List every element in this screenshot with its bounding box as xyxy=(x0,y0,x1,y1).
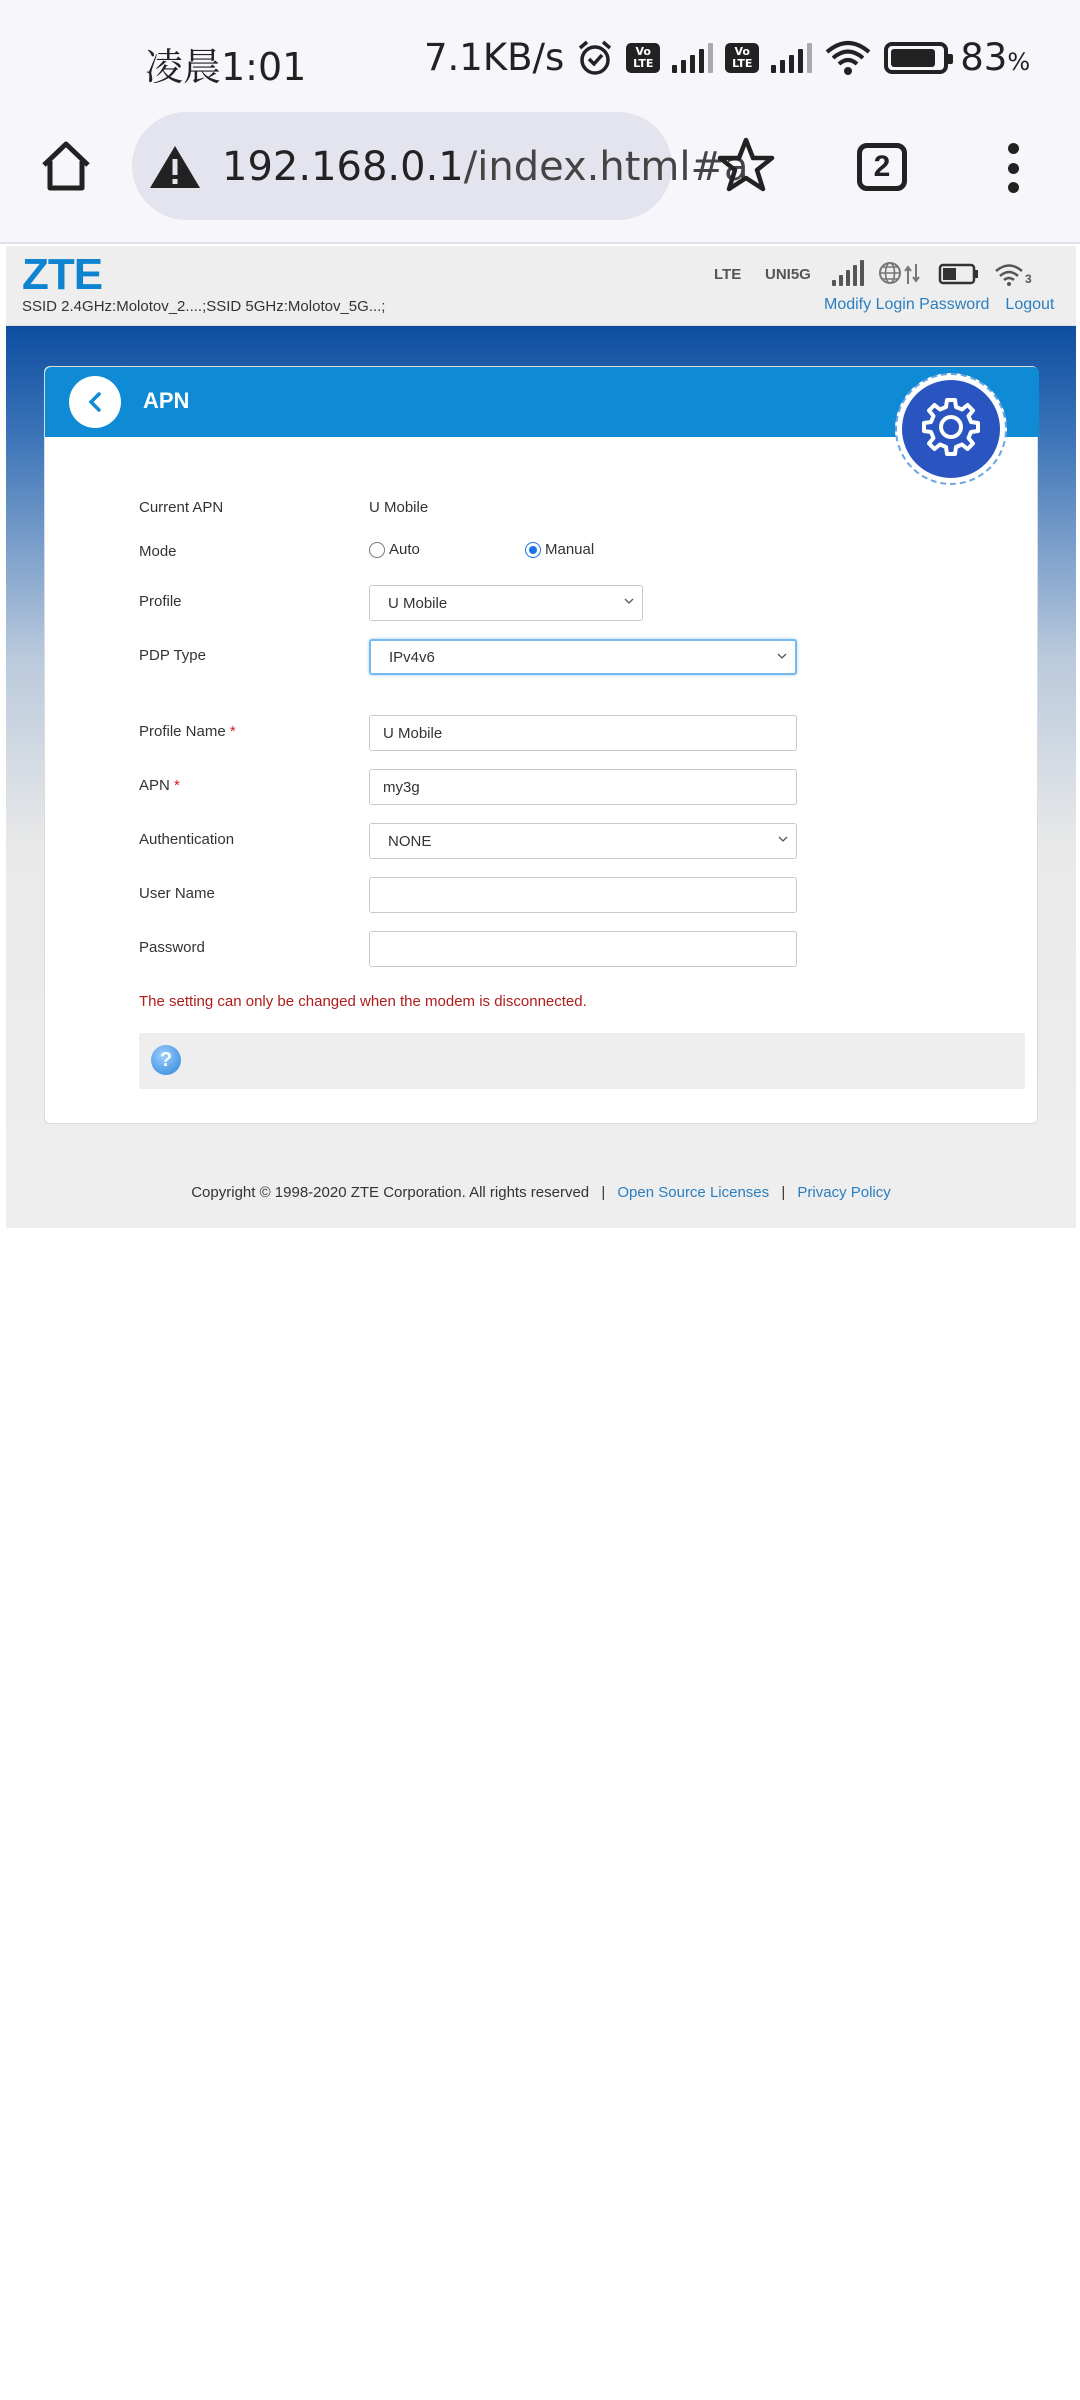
signal-strength-icon xyxy=(832,260,864,286)
wifi-icon xyxy=(824,40,872,76)
pdp-type-label: PDP Type xyxy=(139,647,206,664)
privacy-policy-link[interactable]: Privacy Policy xyxy=(797,1184,891,1201)
chevron-down-icon xyxy=(624,596,634,606)
mode-auto-radio[interactable] xyxy=(369,541,420,558)
volte-icon: Vo LTE xyxy=(626,43,660,73)
warning-icon[interactable] xyxy=(148,144,202,190)
footer-separator: | xyxy=(781,1184,786,1201)
current-apn-row xyxy=(139,491,1039,531)
header-links xyxy=(824,296,1054,314)
required-marker: * xyxy=(174,777,180,794)
apn-input-value: my3g xyxy=(383,779,420,796)
profile-name-row xyxy=(139,715,1039,755)
page-header xyxy=(6,246,1076,326)
authentication-select-value: NONE xyxy=(388,833,432,850)
disconnect-warning: The setting can only be changed when the modem is disconnected. xyxy=(139,993,587,1010)
profile-select[interactable] xyxy=(369,585,643,621)
internet-connection-icon xyxy=(878,260,924,286)
bookmark-star-icon[interactable] xyxy=(716,135,776,195)
battery-icon xyxy=(884,42,948,74)
header-status-icons xyxy=(832,260,1032,286)
chevron-down-icon xyxy=(778,834,788,844)
password-input[interactable] xyxy=(369,931,797,967)
user-name-label: User Name xyxy=(139,885,215,902)
battery-status-icon xyxy=(938,262,980,286)
help-icon[interactable]: ? xyxy=(151,1045,181,1075)
radio-circle-selected[interactable] xyxy=(525,542,541,558)
profile-name-label: Profile Name * xyxy=(139,723,236,740)
cell-signal-icon xyxy=(672,43,713,73)
tab-switcher-button[interactable]: 2 xyxy=(857,143,907,191)
user-name-input[interactable] xyxy=(369,877,797,913)
wifi-icon xyxy=(994,262,1024,286)
wifi-client-count: 3 xyxy=(1025,272,1032,286)
mode-manual-radio[interactable] xyxy=(525,541,594,558)
apn-card xyxy=(44,366,1038,1124)
ssid-info: SSID 2.4GHz:Molotov_2....;SSID 5GHz:Molotov_5G...; xyxy=(22,298,386,315)
apn-row xyxy=(139,769,1039,809)
profile-label: Profile xyxy=(139,593,182,610)
current-apn-label: Current APN xyxy=(139,499,224,516)
overflow-menu-icon[interactable] xyxy=(1006,143,1020,193)
operator-name: UNI5G xyxy=(765,266,811,283)
chevron-down-icon xyxy=(777,651,787,661)
status-bar xyxy=(0,0,1080,110)
status-indicators xyxy=(424,36,1030,79)
settings-badge xyxy=(895,373,1007,485)
back-button[interactable] xyxy=(69,376,121,428)
battery-level: 83% xyxy=(960,36,1031,79)
mode-manual-label: Manual xyxy=(545,541,595,558)
profile-name-input[interactable] xyxy=(369,715,797,751)
required-marker: * xyxy=(229,723,236,740)
authentication-select[interactable] xyxy=(369,823,797,859)
card-header xyxy=(45,367,1039,437)
pdp-type-select[interactable] xyxy=(369,639,797,675)
url-text[interactable]: 192.168.0.1/index.html#a xyxy=(222,144,749,190)
profile-name-input-value: U Mobile xyxy=(383,725,443,742)
open-source-licenses-link[interactable]: Open Source Licenses xyxy=(617,1184,770,1201)
authentication-row xyxy=(139,823,1039,863)
browser-toolbar xyxy=(0,110,1080,244)
password-row xyxy=(139,931,1039,971)
modify-login-password-link[interactable]: Modify Login Password xyxy=(824,296,990,313)
status-time: 凌晨1:01 xyxy=(145,45,307,89)
wifi-status xyxy=(994,262,1032,286)
password-label: Password xyxy=(139,939,205,956)
gear-icon xyxy=(916,394,986,464)
footer-separator: | xyxy=(601,1184,606,1201)
help-bar xyxy=(139,1033,1025,1089)
logout-link[interactable]: Logout xyxy=(1005,296,1055,313)
mode-label: Mode xyxy=(139,543,177,560)
network-type: LTE xyxy=(714,266,742,283)
zte-logo: ZTE xyxy=(22,250,103,299)
pdp-type-select-value: IPv4v6 xyxy=(389,649,435,666)
mode-auto-label: Auto xyxy=(389,541,420,558)
authentication-label: Authentication xyxy=(139,831,235,848)
pdp-type-row xyxy=(139,639,1039,679)
apn-input[interactable] xyxy=(369,769,797,805)
profile-select-value: U Mobile xyxy=(388,595,448,612)
home-icon[interactable] xyxy=(38,138,94,194)
mode-row xyxy=(139,535,1039,575)
volte-icon-2: Vo LTE xyxy=(725,43,759,73)
page-footer xyxy=(6,1184,1076,1201)
address-bar[interactable] xyxy=(132,112,749,220)
profile-row xyxy=(139,585,1039,625)
copyright-text: Copyright © 1998-2020 ZTE Corporation. All rights reserved xyxy=(191,1184,590,1201)
chevron-left-icon xyxy=(85,391,105,413)
apn-label: APN * xyxy=(139,777,180,794)
alarm-icon xyxy=(576,39,614,77)
radio-circle[interactable] xyxy=(369,542,385,558)
router-page xyxy=(6,246,1076,1228)
user-name-row xyxy=(139,877,1039,917)
current-apn-value: U Mobile xyxy=(369,499,429,516)
page-title: APN xyxy=(143,388,190,413)
net-speed: 7.1KB/s xyxy=(424,36,565,79)
cell-signal-icon-2 xyxy=(771,43,812,73)
